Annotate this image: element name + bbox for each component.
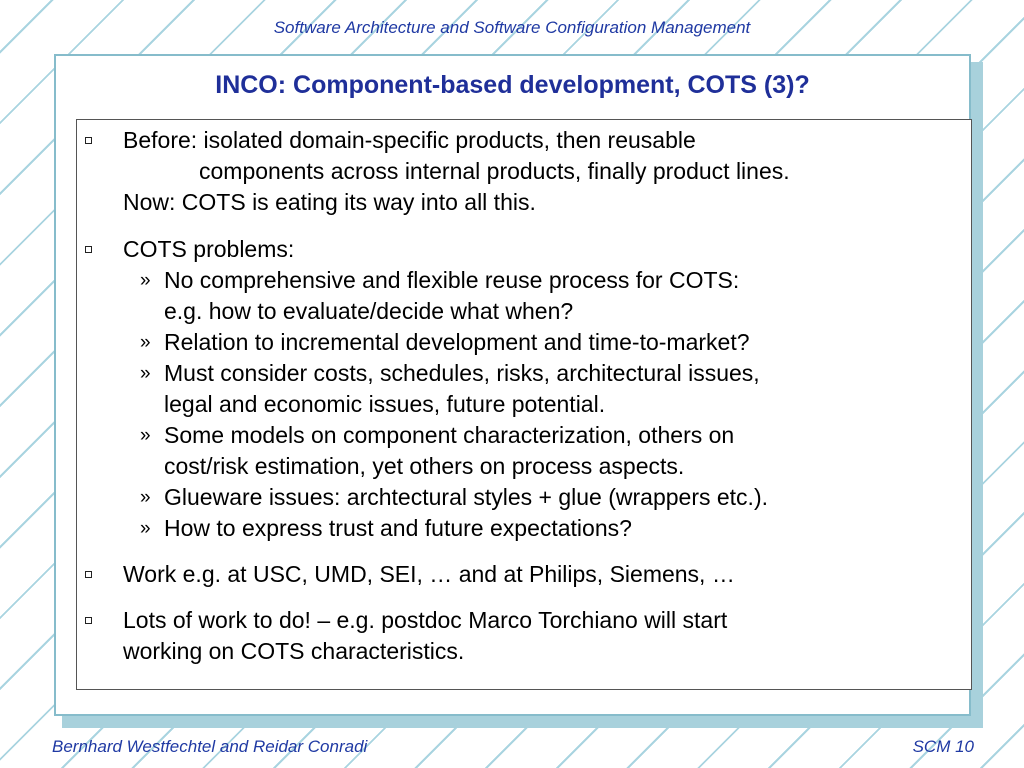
cots-problems-list (85, 265, 965, 544)
sub-item-line: Relation to incremental development and time-to-market? (164, 329, 750, 355)
bullet4-line1: Lots of work to do! – e.g. postdoc Marco Torchiano will start (123, 607, 728, 633)
sub-item (123, 327, 965, 358)
square-bullet-icon (85, 246, 92, 253)
bullet1-line3: Now: COTS is eating its way into all this. (123, 189, 536, 215)
slide-header: Software Architecture and Software Configuration Management (273, 18, 751, 37)
sub-item (123, 358, 965, 420)
sub-item-line: Some models on component characterization, others on (164, 422, 735, 448)
square-bullet-icon (85, 617, 92, 624)
raquo-bullet-icon: » (140, 332, 151, 353)
bullet-before-now (85, 125, 965, 218)
sub-item (123, 265, 965, 327)
bullet-lots-of-work (85, 605, 965, 667)
square-bullet-icon (85, 571, 92, 578)
sub-item-line: cost/risk estimation, yet others on process aspects. (164, 453, 685, 479)
bullet3-text: Work e.g. at USC, UMD, SEI, … and at Philips, Siemens, … (123, 561, 735, 587)
raquo-bullet-icon: » (140, 270, 151, 291)
sub-item-line: No comprehensive and flexible reuse process for COTS: (164, 267, 740, 293)
square-bullet-icon (85, 137, 92, 144)
sub-item-line: e.g. how to evaluate/decide what when? (164, 298, 574, 324)
sub-item-line: Glueware issues: archtectural styles + glue (wrappers etc.). (164, 484, 768, 510)
slide-body (77, 120, 971, 689)
raquo-bullet-icon: » (140, 363, 151, 384)
sub-item (123, 513, 965, 544)
raquo-bullet-icon: » (140, 487, 151, 508)
bullet-work (85, 559, 965, 590)
content-box (76, 119, 972, 690)
sub-item-line: Must consider costs, schedules, risks, architectural issues, (164, 360, 760, 386)
bullet-cots-problems (85, 234, 965, 265)
sub-item (123, 420, 965, 482)
sub-item-line: How to express trust and future expectations? (164, 515, 632, 541)
bullet1-line1: Before: isolated domain-specific products, then reusable (123, 127, 696, 153)
sub-item-line: legal and economic issues, future potential. (164, 391, 606, 417)
bullet1-line2: components across internal products, finally product lines. (199, 158, 790, 184)
sub-item (123, 482, 965, 513)
bullet4-line2: working on COTS characteristics. (123, 638, 465, 664)
raquo-bullet-icon: » (140, 518, 151, 539)
bullet2-label: COTS problems: (123, 236, 295, 262)
raquo-bullet-icon: » (140, 425, 151, 446)
footer-authors: Bernhard Westfechtel and Reidar Conradi (52, 737, 368, 756)
footer-page-number: SCM 10 (912, 737, 974, 756)
slide-title: INCO: Component-based development, COTS (3)? (215, 71, 810, 99)
